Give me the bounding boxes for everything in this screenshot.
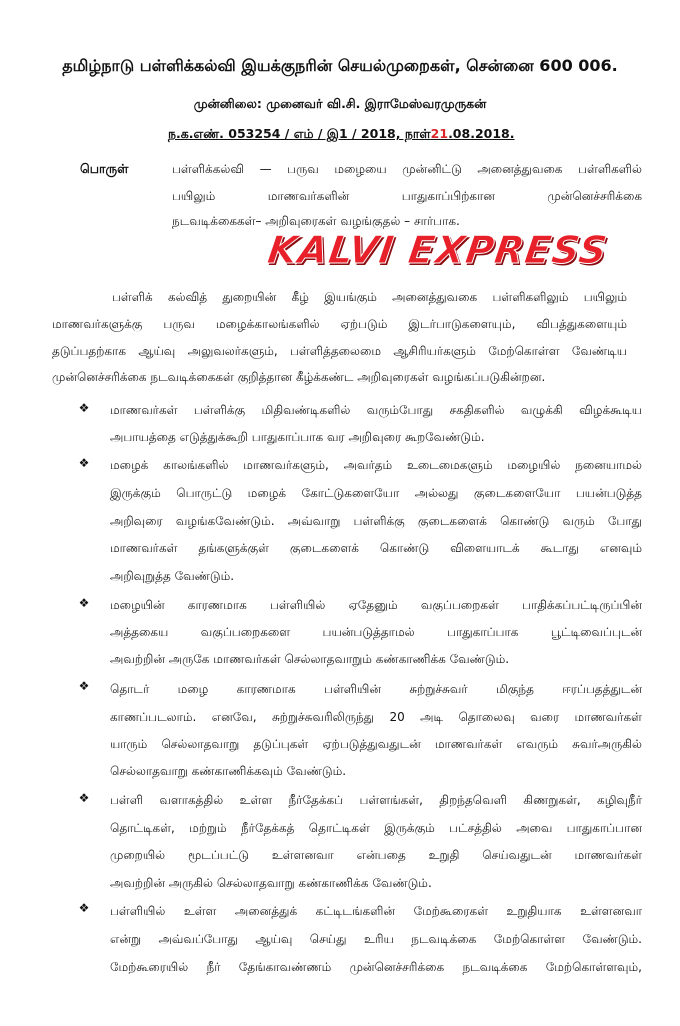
- bullet-5-line-2: தொட்டிகள், மற்றும் நீர்தேக்கத் தொட்டிகள் இருக்கும் பட்சத்தில் அவை பாதுகாப்பான: [110, 821, 642, 835]
- bullet-2-line-5: அறிவுறுத்த வேண்டும்.: [110, 569, 235, 583]
- subject-label: பொருள்: [80, 161, 129, 176]
- subject-line: [172, 215, 532, 227]
- diamond-bullet-icon: ❖: [78, 456, 90, 470]
- bullet-4-line-3: யாரும் செல்லாதவாறு தடுப்புகள் ஏற்படுத்துவதுடன் மாணவர்கள் எவரும் சுவர்அருகில்: [110, 737, 642, 751]
- reference-suffix: .08.2018.: [448, 126, 515, 141]
- presiding-officer: முன்னிலை: முனைவர் வி.சி. இராமேஸ்வரமுருகன்: [193, 96, 487, 111]
- reference-date-day: 21: [430, 126, 449, 141]
- bullet-5-line-1: பள்ளி வளாகத்தில் உள்ள நீர்தேக்கப் பள்ளங்கள், திறந்தவெளி கிணறுகள், கழிவுநீர்: [110, 793, 642, 807]
- diamond-bullet-icon: ❖: [78, 679, 90, 693]
- bullet-6-line-3: மேற்கூரையில் நீர் தேங்காவண்ணம் முன்னெச்சரிக்கை நடவடிக்கை மேற்கொள்ளவும்,: [110, 960, 642, 974]
- kalvi-express-watermark: KALVI EXPRESS: [264, 228, 611, 272]
- diamond-bullet-icon: ❖: [78, 791, 90, 805]
- bullet-5-line-4: அவற்றின் அருகில் செல்லாதவாறு கண்காணிக்க வேண்டும்.: [110, 876, 432, 890]
- reference-prefix: ந.க.எண். 053254 / எம் / இ1 / 2018, நாள்: [168, 126, 431, 141]
- bullet-2-line-3: அறிவுரை வழங்கவேண்டும். அவ்வாறு பள்ளிக்கு குடைகளைக் கொண்டு வரும் போது: [110, 514, 642, 528]
- bullet-1-line-2: அபாயத்தை எடுத்துக்கூறி பாதுகாப்பாக வர அறிவுரை கூறவேண்டும்.: [110, 430, 485, 444]
- bullet-4-line-1: தொடர் மழை காரணமாக பள்ளியின் சுற்றுச்சுவர் மிகுந்த ஈரப்பதத்துடன்: [110, 682, 642, 696]
- bullet-4-line-2: காணப்படலாம். எனவே, சுற்றுச்சுவரிலிருந்து 20 அடி தொலைவு வரை மாணவர்கள்: [110, 710, 642, 724]
- subject-line: [172, 190, 642, 202]
- intro-line-3: தடுப்பதற்காக ஆய்வு அலுவலர்களும், பள்ளித்தலைமை ஆசிரியர்களும் மேற்கொள்ள வேண்டிய: [52, 344, 627, 358]
- reference-number: [168, 128, 515, 141]
- diamond-bullet-icon: ❖: [78, 401, 90, 415]
- bullet-3-line-2: அத்தகைய வகுப்பறைகளை பயன்படுத்தாமல் பாதுகாப்பாக பூட்டிவைப்புடன்: [110, 625, 642, 639]
- bullet-2-line-4: மாணவர்கள் தங்களுக்குள் குடைகளைக் கொண்டு விளையாடக் கூடாது எனவும்: [110, 541, 642, 555]
- bullet-2-line-2: இருக்கும் பொருட்டு மழைக் கோட்டுகளையோ அல்லது குடைகளையோ பயன்படுத்த: [110, 486, 642, 500]
- bullet-3-line-1: மழையின் காரணமாக பள்ளியில் ஏதேனும் வகுப்பறைகள் பாதிக்கப்பட்டிருப்பின்: [110, 598, 642, 612]
- diamond-bullet-icon: ❖: [78, 901, 90, 915]
- subject-line-3: நடவடிக்கைகள்– அறிவுரைகள் வழங்குதல் – சார்பாக.: [172, 214, 460, 228]
- document-title: தமிழ்நாடு பள்ளிக்கல்வி இயக்குநரின் செயல்முறைகள், சென்னை 600 006.: [62, 56, 618, 75]
- bullet-2-line-1: மழைக் காலங்களில் மாணவர்களும், அவர்தம் உடைமைகளும் மழையில் நனையாமல்: [110, 458, 642, 472]
- subject-line: [172, 163, 642, 175]
- intro-line-1: பள்ளிக் கல்வித் துறையின் கீழ் இயங்கும் அனைத்துவகை பள்ளிகளிலும் பயிலும்: [112, 290, 627, 304]
- subject-line-2: பயிலும் மாணவர்களின் பாதுகாப்பிற்கான முன்னெச்சரிக்கை: [172, 189, 642, 203]
- diamond-bullet-icon: ❖: [78, 596, 90, 610]
- bullet-1-line-1: மாணவர்கள் பள்ளிக்கு மிதிவண்டிகளில் வரும்போது சகதிகளில் வழுக்கி விழக்கூடிய: [110, 403, 642, 417]
- intro-line-2: மாணவர்களுக்கு பருவ மழைக்காலங்களில் ஏற்படும் இடர்பாடுகளையும், விபத்துகளையும்: [52, 317, 627, 331]
- intro-line-4: முன்னெச்சரிக்கை நடவடிக்கைகள் குறித்தான கீழ்க்கண்ட அறிவுரைகள் வழங்கப்படுகின்றன.: [52, 370, 546, 384]
- bullet-6-line-1: பள்ளியில் உள்ள அனைத்துக் கட்டிடங்களின் மேற்கூரைகள் உறுதியாக உள்ளனவா: [110, 904, 642, 918]
- bullet-3-line-3: அவற்றின் அருகே மாணவர்கள் செல்லாதவாறும் கண்காணிக்க வேண்டும்.: [110, 652, 510, 666]
- subject-line-1: பள்ளிக்கல்வி — பருவ மழையை முன்னிட்டு அனைத்துவகை பள்ளிகளில்: [172, 162, 642, 176]
- bullet-6-line-2: என்று அவ்வப்போது ஆய்வு செய்து உரிய நடவடிக்கை மேற்கொள்ள வேண்டும்.: [110, 932, 642, 946]
- bullet-5-line-3: முறையில் மூடப்பட்டு உள்ளனவா என்பதை உறுதி செய்வதுடன் மாணவர்கள்: [110, 848, 642, 862]
- bullet-4-line-4: செல்லாதவாறு கண்காணிக்கவும் வேண்டும்.: [110, 764, 347, 778]
